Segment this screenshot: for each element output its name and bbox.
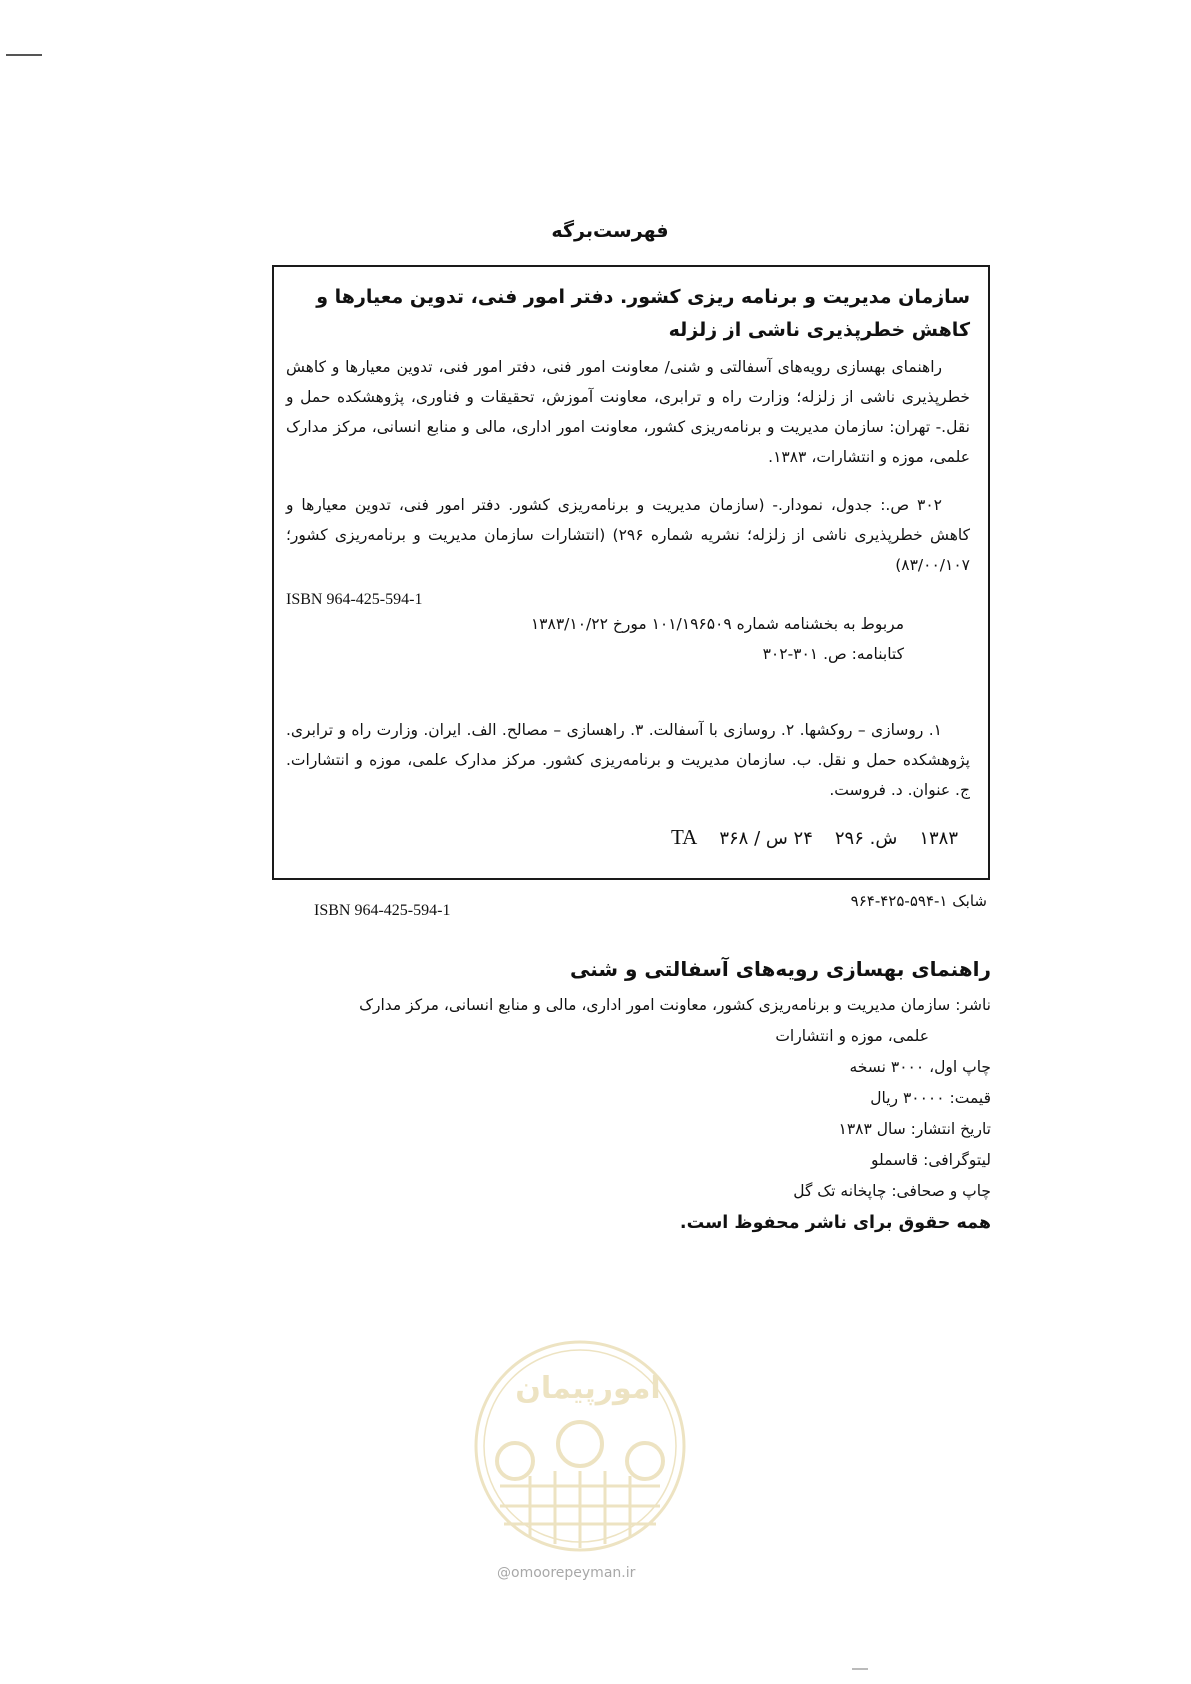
call-number-series: ش. ۲۹۶: [834, 828, 898, 849]
scan-edge-mark-bottom: [852, 1668, 868, 1670]
scan-edge-mark: [6, 54, 42, 56]
shabak-number: شابک ۱-۵۹۴-۴۲۵-۹۶۴: [850, 892, 987, 910]
catalog-note-bibliography: کتابنامه: ص. ۳۰۱-۳۰۲: [762, 645, 904, 663]
watermark-logo: [460, 1326, 700, 1586]
watermark-logo-text: امورپیمان: [515, 1371, 661, 1406]
publication-date-line: تاریخ انتشار: سال ۱۳۸۳: [838, 1120, 991, 1138]
rights-notice: همه حقوق برای ناشر محفوظ است.: [679, 1213, 991, 1233]
publisher-line: ناشر: سازمان مدیریت و برنامه‌ریزی کشور، معاونت امور اداری، مالی و منابع انسانی، مرکز مدارک: [359, 996, 991, 1014]
watermark-url: @omoorepeyman.ir: [497, 1565, 636, 1581]
catalog-isbn: ISBN 964-425-594-1: [286, 591, 423, 608]
catalog-heading: فهرست‌برگه: [551, 220, 669, 242]
catalog-card: [272, 265, 990, 880]
price-line: قیمت: ۳۰۰۰۰ ریال: [870, 1089, 991, 1107]
lithography-line: لیتوگرافی: قاسملو: [870, 1151, 991, 1169]
publisher-line-continued: علمی، موزه و انتشارات: [775, 1027, 929, 1045]
catalog-description: راهنمای بهسازی رویه‌های آسفالتی و شنی/ معاونت امور فنی، دفتر امور فنی، تدوین معیارها و کاهش خطرپذیری ناشی از زلزله؛ وزارت راه و ترابری، معاونت آموزش، تحقیقات و فناوری، پژوهشکده حمل و نقل.- تهران: سازمان مدیریت و برنامه‌ریزی کشور، معاونت امور اداری، مالی و منابع انسانی، مرکز مدارک علمی، موزه و انتشارات، ۱۳۸۳.: [286, 358, 970, 466]
call-number-year: ۱۳۸۳: [919, 828, 958, 849]
call-number-class: ۲۴ س / ۳۶۸: [719, 828, 813, 849]
imprint-block: [291, 950, 991, 1239]
catalog-title: سازمان مدیریت و برنامه ریزی کشور. دفتر امور فنی، تدوین معیارها و کاهش خطرپذیری ناشی از زلزله: [316, 286, 970, 341]
call-number-lc: TA: [671, 825, 698, 849]
catalog-collation: ۳۰۲ ص.: جدول، نمودار.- (سازمان مدیریت و برنامه‌ریزی کشور. دفتر امور فنی، تدوین معیارها و کاهش خطرپذیری ناشی از زلزله؛ نشریه شماره ۲۹۶) (انتشارات سازمان مدیریت و برنامه‌ریزی کشور؛ ۸۳/۰۰/۱۰۷): [286, 496, 970, 574]
book-title: راهنمای بهسازی رویه‌های آسفالتی و شنی: [569, 957, 991, 981]
catalog-subjects: ۱. روسازی – روکشها. ۲. روسازی با آسفالت. ۳. راهسازی – مصالح. الف. ایران. وزارت راه و ترابری. پژوهشکده حمل و نقل. ب. سازمان مدیریت و برنامه‌ریزی کشور. مرکز مدارک علمی، موزه و انتشارات. ج. عنوان. د. فروست.: [286, 721, 970, 799]
call-number: [671, 825, 958, 850]
printing-line: چاپ و صحافی: چاپخانه تک گل: [793, 1182, 991, 1200]
catalog-note-circular: مربوط به بخشنامه شماره ۱۰۱/۱۹۶۵۰۹ مورخ ۱۳۸۳/۱۰/۲۲: [530, 615, 904, 633]
isbn-number: ISBN 964-425-594-1: [314, 902, 451, 919]
edition-line: چاپ اول، ۳۰۰۰ نسخه: [849, 1058, 991, 1076]
